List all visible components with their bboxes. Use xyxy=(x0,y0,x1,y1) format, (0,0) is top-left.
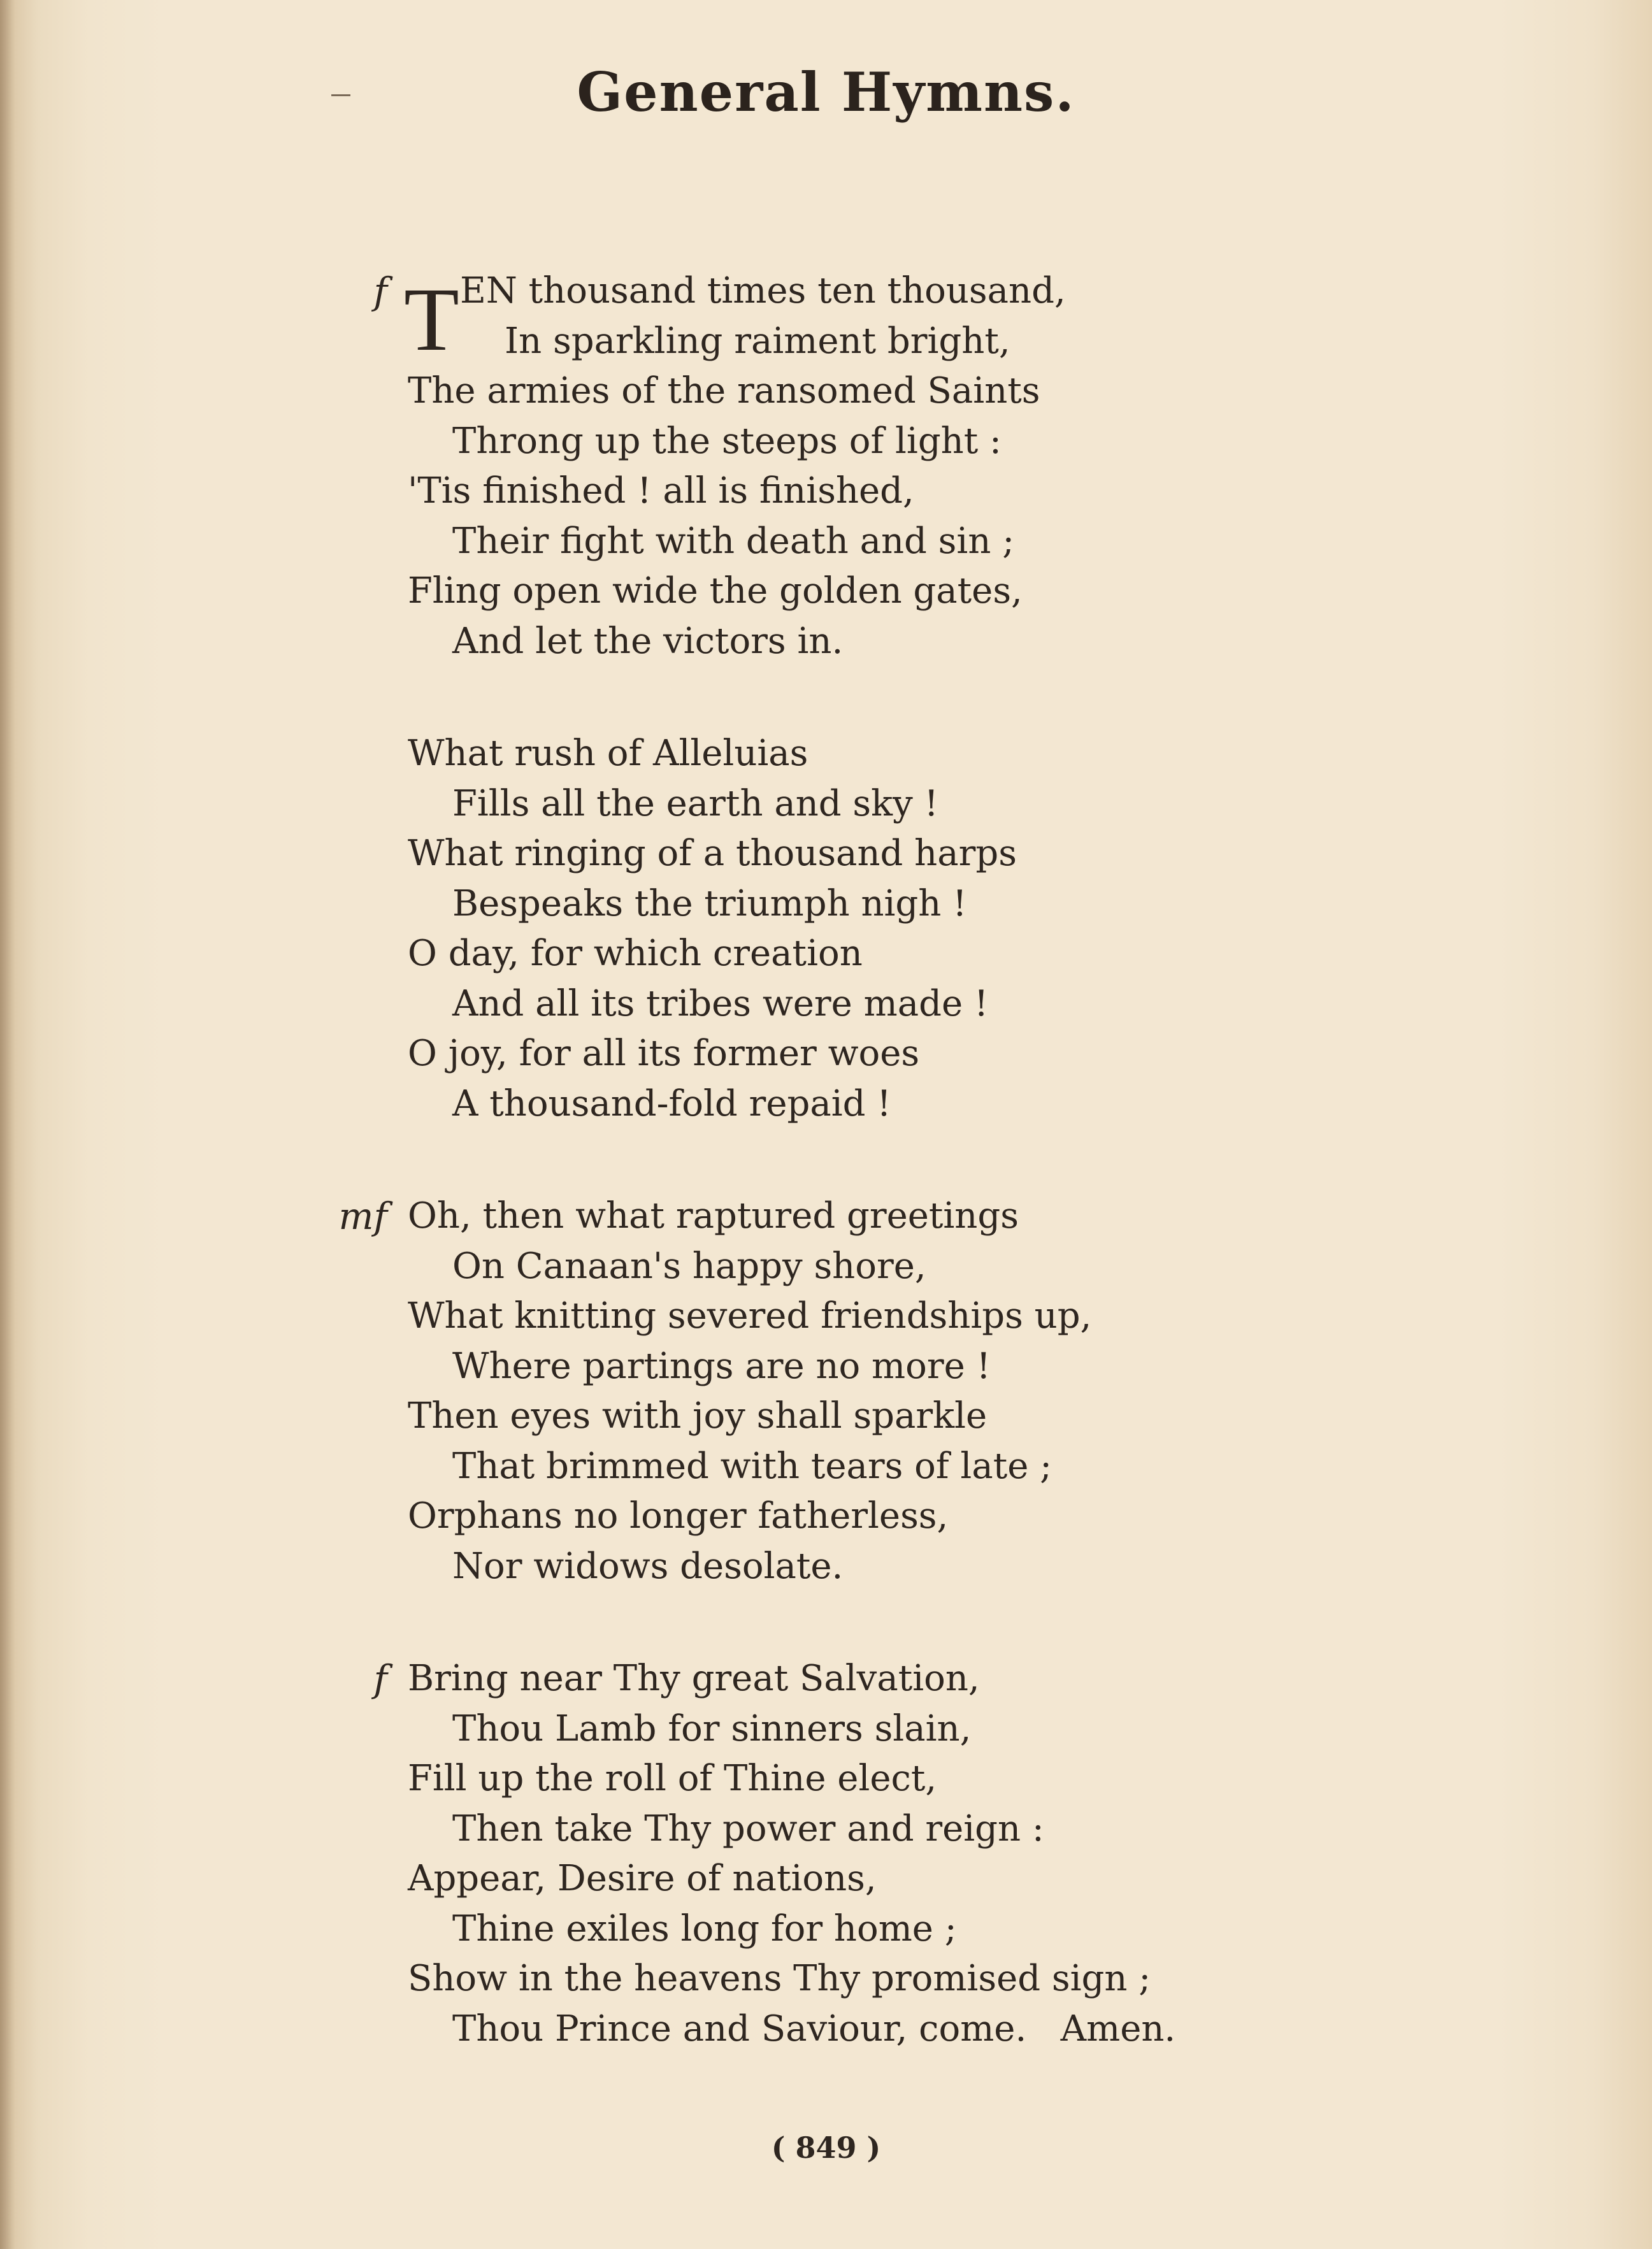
verse-line: f T EN thousand times ten thousand, xyxy=(408,266,1618,317)
spine-shadow xyxy=(0,0,15,2249)
verse-line: Nor widows desolate. xyxy=(452,1545,844,1587)
verse-line: Their fight with death and sin ; xyxy=(452,520,1015,562)
verse-line: What ringing of a thousand harps xyxy=(408,833,1017,874)
page-number: ( 849 ) xyxy=(771,2130,881,2165)
verse-line: f Bring near Thy great Salvation, xyxy=(408,1654,1618,1704)
verse-line: Show in the heavens Thy promised sign ; xyxy=(408,1958,1151,1999)
dynamic-marking: f xyxy=(373,1657,387,1700)
verse-line: Throng up the steeps of light : xyxy=(452,420,1002,462)
dynamic-marking: f xyxy=(373,269,387,313)
verse-line: A thousand-fold repaid ! xyxy=(452,1082,891,1124)
verse-line: The armies of the ransomed Saints xyxy=(408,370,1040,412)
verse-line: Where partings are no more ! xyxy=(452,1345,991,1387)
stanza-4 xyxy=(373,1654,1618,2054)
dynamic-marking: mf xyxy=(338,1195,387,1238)
stanza-2 xyxy=(408,729,1618,1129)
page-title: General Hymns. xyxy=(577,61,1075,124)
verse-line: mf Oh, then what raptured greetings xyxy=(408,1191,1618,1242)
verse-line: O day, for which creation xyxy=(408,933,863,974)
verse-line: Fling open wide the golden gates, xyxy=(408,570,1023,612)
verse-line: Fills all the earth and sky ! xyxy=(452,782,939,824)
verse-line: Then eyes with joy shall sparkle xyxy=(408,1395,988,1437)
verse-line: Fill up the roll of Thine elect, xyxy=(408,1758,937,1799)
stanza-3 xyxy=(338,1191,1618,1592)
verse-line: Thou Prince and Saviour, come. Amen. xyxy=(452,2008,1176,2050)
verse-line: 'Tis finished ! all is finished, xyxy=(408,470,914,512)
verse-line: And all its tribes were made ! xyxy=(452,982,989,1024)
verse-line: Thine exiles long for home ; xyxy=(452,1908,957,1950)
verse-line: And let the victors in. xyxy=(452,620,844,662)
verse-line: What rush of Alleluias xyxy=(408,733,808,774)
verse-line: O joy, for all its former woes xyxy=(408,1033,920,1074)
verse-line: Orphans no longer fatherless, xyxy=(408,1495,949,1537)
drop-cap: T xyxy=(404,269,459,370)
verse-line: Thou Lamb for sinners slain, xyxy=(452,1707,972,1750)
verse-line: In sparkling raiment bright, xyxy=(505,320,1010,362)
verse-line: On Canaan's happy shore, xyxy=(452,1245,926,1287)
verse-line: Appear, Desire of nations, xyxy=(408,1858,877,1899)
verse-line: That brimmed with tears of late ; xyxy=(452,1445,1052,1487)
verse-line: What knitting severed friendships up, xyxy=(408,1295,1092,1337)
verse-line: Then take Thy power and reign : xyxy=(452,1807,1044,1850)
stanza-1 xyxy=(373,266,1618,666)
verse-line: Bespeaks the triumph nigh ! xyxy=(452,882,967,924)
